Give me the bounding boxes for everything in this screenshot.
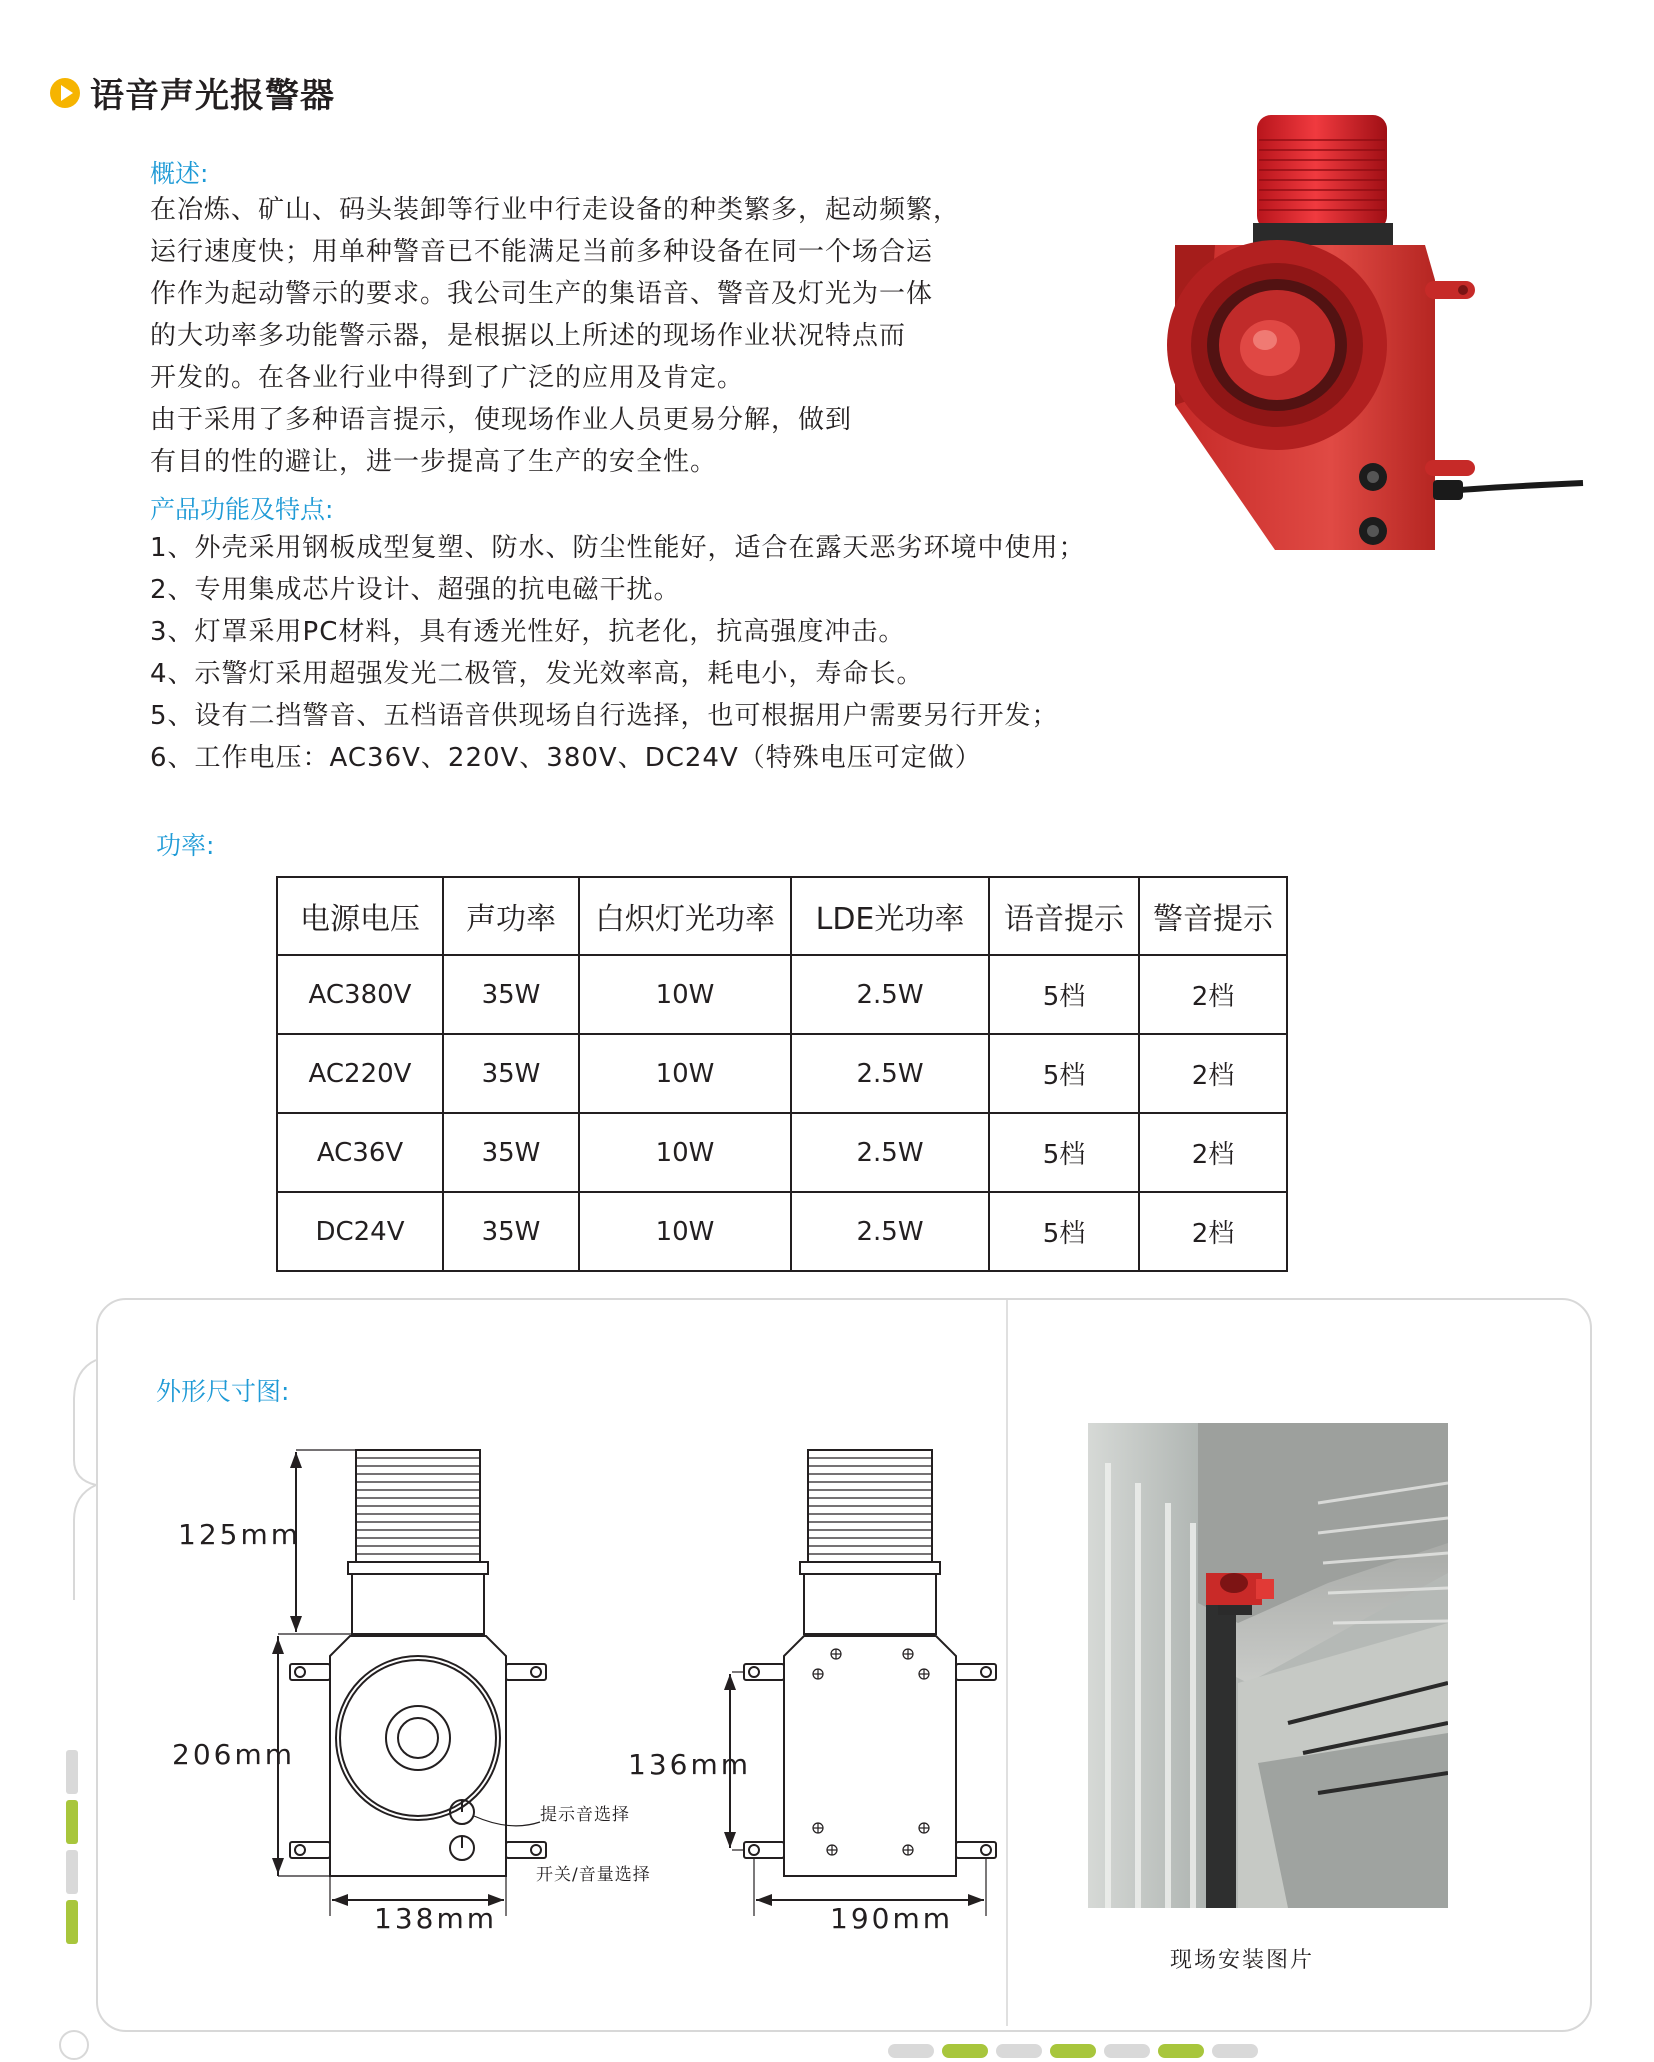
table-cell: 2档 (1139, 1113, 1287, 1192)
table-cell: 5档 (989, 1113, 1139, 1192)
table-cell: 5档 (989, 955, 1139, 1034)
power-heading: 功率: (156, 831, 215, 860)
feature-item: 2、专用集成芯片设计、超强的抗电磁干扰。 (150, 575, 681, 605)
page-title-block (50, 68, 335, 117)
feature-item: 1、外壳采用钢板成型复塑、防水、防尘性能好，适合在露天恶劣环境中使用； (150, 533, 1086, 563)
table-cell: 35W (443, 1192, 579, 1271)
back-width-label: 190mm (830, 1902, 953, 1935)
back-view-drawing (720, 1440, 1010, 1950)
features-heading: 产品功能及特点: (150, 495, 334, 524)
decor-pill (1104, 2044, 1150, 2058)
table-cell: 2.5W (791, 1034, 989, 1113)
back-height-label: 136mm (628, 1748, 751, 1781)
table-cell: 10W (579, 955, 791, 1034)
table-cell: 2.5W (791, 1113, 989, 1192)
table-cell: 35W (443, 1034, 579, 1113)
overview-line: 开发的。在各业行业中得到了广泛的应用及肯定。 (150, 363, 745, 393)
table-cell: AC220V (277, 1034, 443, 1113)
overview-line: 由于采用了多种语言提示，使现场作业人员更易分解，做到 (150, 405, 853, 435)
table-cell: 10W (579, 1034, 791, 1113)
column-header: 电源电压 (277, 877, 443, 955)
table-cell: 35W (443, 1113, 579, 1192)
decor-pill (996, 2044, 1042, 2058)
photo-caption: 现场安装图片 (1170, 1948, 1315, 1973)
overview-line: 作作为起动警示的要求。我公司生产的集语音、警音及灯光为一体 (150, 279, 934, 309)
table-cell: 2.5W (791, 1192, 989, 1271)
overview-line: 运行速度快；用单种警音已不能满足当前多种设备在同一个场合运 (150, 237, 934, 267)
decor-pill (942, 2044, 988, 2058)
table-cell: 10W (579, 1113, 791, 1192)
decor-pill (1158, 2044, 1204, 2058)
front-top-height-label: 125mm (178, 1518, 301, 1551)
feature-item: 3、灯罩采用PC材料，具有透光性好，抗老化，抗高强度冲击。 (150, 617, 906, 647)
table-row (277, 1192, 1287, 1271)
table-row (277, 955, 1287, 1034)
overview-line: 有目的性的避让，进一步提高了生产的安全性。 (150, 447, 718, 477)
decor-pill (1212, 2044, 1258, 2058)
table-cell: DC24V (277, 1192, 443, 1271)
table-cell: 2档 (1139, 1192, 1287, 1271)
tone-select-label: 提示音选择 (540, 1805, 630, 1825)
feature-item: 6、工作电压：AC36V、220V、380V、DC24V（特殊电压可定做） (150, 743, 982, 773)
overview-line: 的大功率多功能警示器，是根据以上所述的现场作业状况特点而 (150, 321, 907, 351)
table-header-row (277, 877, 1287, 955)
product-alarm-image (1155, 105, 1585, 560)
overview-heading: 概述: (150, 159, 209, 188)
page-title: 语音声光报警器 (90, 76, 335, 116)
table-cell: 2档 (1139, 1034, 1287, 1113)
decor-pill (1050, 2044, 1096, 2058)
power-spec-table (276, 876, 1288, 1272)
switch-volume-label: 开关/音量选择 (536, 1865, 651, 1885)
front-body-height-label: 206mm (172, 1738, 295, 1771)
table-cell: 5档 (989, 1192, 1139, 1271)
table-cell: AC36V (277, 1113, 443, 1192)
table-cell: 10W (579, 1192, 791, 1271)
feature-item: 4、示警灯采用超强发光二极管，发光效率高，耗电小，寿命长。 (150, 659, 924, 689)
features-list (150, 527, 1086, 779)
installation-photo (1088, 1423, 1448, 1908)
panel-left-decor (56, 1300, 100, 2060)
feature-item: 5、设有二挡警音、五档语音供现场自行选择，也可根据用户需要另行开发； (150, 701, 1059, 731)
table-row (277, 1113, 1287, 1192)
column-header: 警音提示 (1139, 877, 1287, 955)
column-header: 语音提示 (989, 877, 1139, 955)
column-header: 白炽灯光功率 (579, 877, 791, 955)
table-row (277, 1034, 1287, 1113)
table-cell: AC380V (277, 955, 443, 1034)
column-header: 声功率 (443, 877, 579, 955)
overview-text (150, 189, 960, 483)
table-cell: 35W (443, 955, 579, 1034)
table-cell: 5档 (989, 1034, 1139, 1113)
decor-pill (888, 2044, 934, 2058)
table-cell: 2档 (1139, 955, 1287, 1034)
column-header: LDE光功率 (791, 877, 989, 955)
dimensions-heading: 外形尺寸图: (156, 1377, 290, 1406)
front-width-label: 138mm (374, 1902, 497, 1935)
table-cell: 2.5W (791, 955, 989, 1034)
play-bullet-icon (50, 78, 80, 108)
overview-line: 在冶炼、矿山、码头装卸等行业中行走设备的种类繁多，起动频繁， (150, 195, 961, 225)
